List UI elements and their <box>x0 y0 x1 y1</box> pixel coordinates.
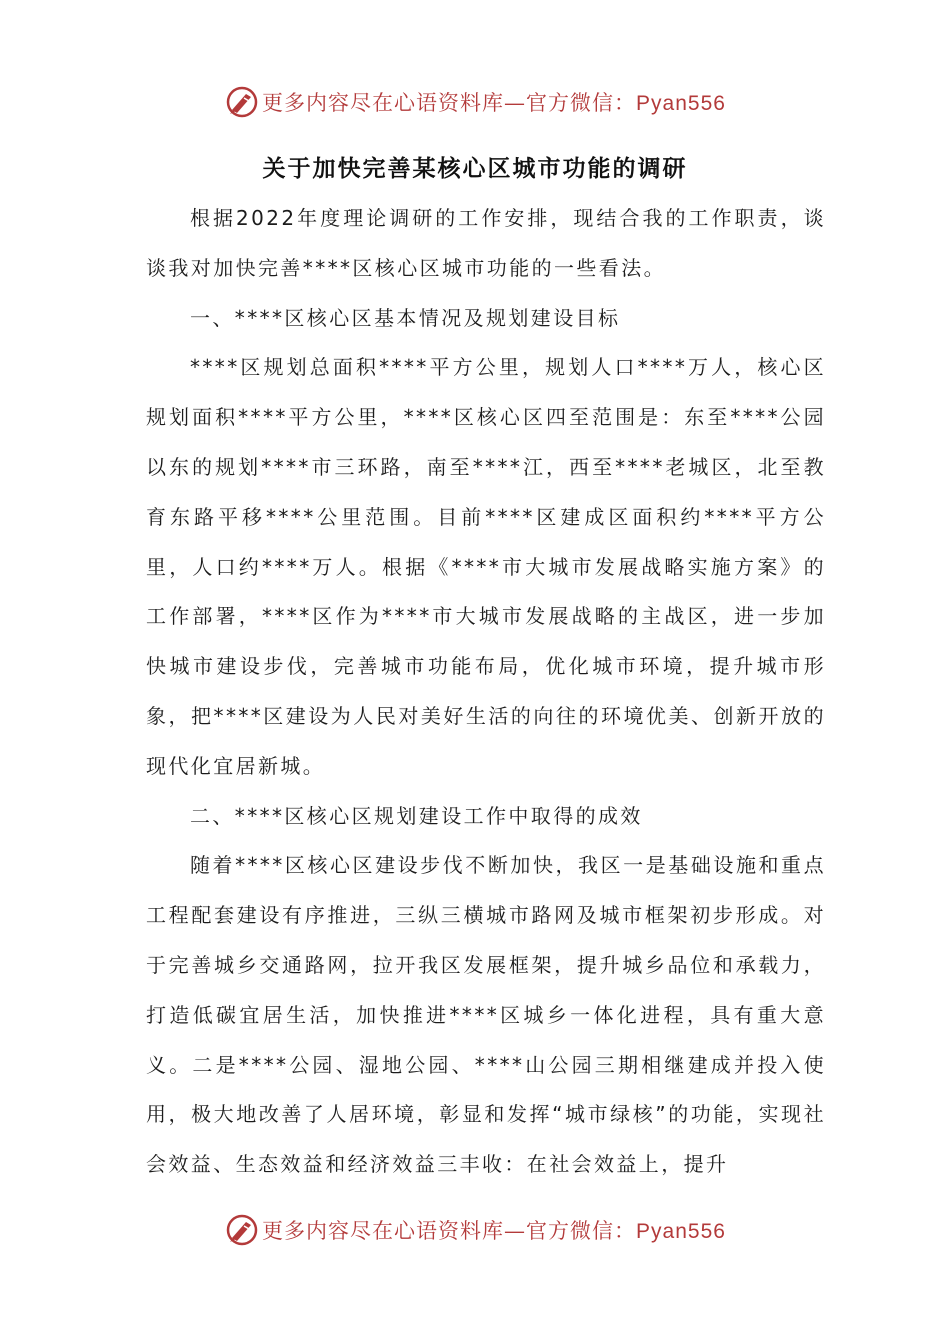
banner-promo-text: 更多内容尽在心语资料库—官方微信： <box>262 1219 637 1243</box>
paragraph-intro: 根据2022年度理论调研的工作安排，现结合我的工作职责，谈谈我对加快完善****区核心区城市功能的一些看法。 <box>146 206 826 280</box>
pen-nib-logo-icon <box>224 84 260 120</box>
header-banner <box>0 82 950 122</box>
banner-text <box>262 87 726 117</box>
footer-banner <box>0 1210 950 1250</box>
banner-text <box>262 1215 726 1245</box>
pen-nib-logo-icon <box>224 1212 260 1248</box>
banner-wechat-id: Pyan556 <box>636 92 726 115</box>
paragraph-achievements: 随着****区核心区建设步伐不断加快，我区一是基础设施和重点工程配套建设有序推进，三纵三横城市路网及城市框架初步形成。对于完善城乡交通路网，拉开我区发展框架，提升城乡品位和承载力，打造低碳宜居生活，加快推进****区城乡一体化进程，具有重大意义。二是****公园、湿地公园、****山公园三期相继建成并投入使用，极大地改善了人居环境，彰显和发挥“城市绿核”的功能，实现社会效益、生态效益和经济效益三丰收：在社会效益上，提升 <box>146 853 826 1177</box>
banner-wechat-id: Pyan556 <box>636 1220 726 1243</box>
paragraph-basic-info: ****区规划总面积****平方公里，规划人口****万人，核心区规划面积****平方公里，****区核心区四至范围是：东至****公园以东的规划****市三环路，南至****江，西至****老城区，北至教育东路平移****公里范围。目前****区建成区面积约****平方公里，人口约****万人。根据《****市大城市发展战略实施方案》的工作部署，****区作为****市大城市发展战略的主战区，进一步加快城市建设步伐，完善城市功能布局，优化城市环境，提升城市形象，把****区建设为人民对美好生活的向往的环境优美、创新开放的现代化宜居新城。 <box>146 355 826 778</box>
banner-promo-text: 更多内容尽在心语资料库—官方微信： <box>262 91 637 115</box>
section-heading-1: 一、****区核心区基本情况及规划建设目标 <box>190 305 621 330</box>
document-body <box>146 194 826 1190</box>
document-title: 关于加快完善某核心区城市功能的调研 <box>262 156 688 182</box>
section-heading-2: 二、****区核心区规划建设工作中取得的成效 <box>190 803 643 828</box>
